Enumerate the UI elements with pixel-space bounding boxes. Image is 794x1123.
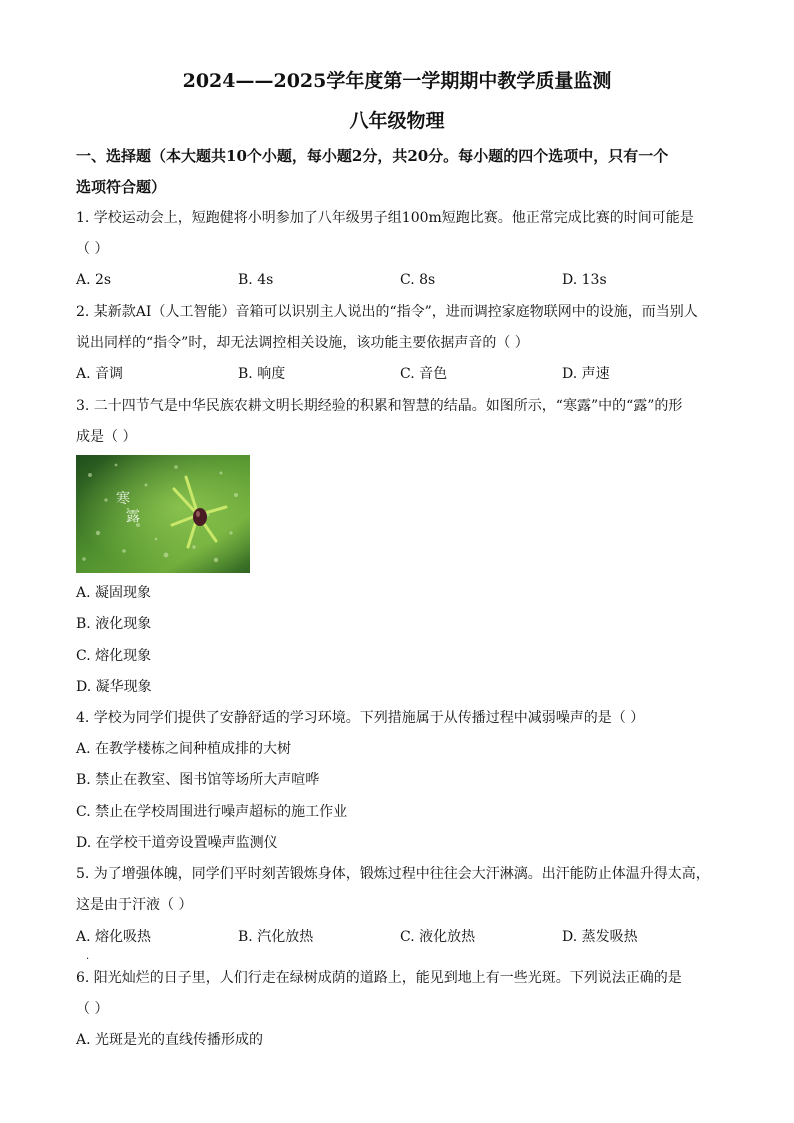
- q1-stem-line2: （ ）: [76, 241, 109, 257]
- q5-stem-line1: 5. 为了增强体魄，同学们平时刻苦锻炼身体，锻炼过程中往往会大汗淋漓。出汗能防止体温升得太高，: [76, 866, 710, 882]
- photo-label-han: 寒: [116, 491, 130, 507]
- q6-option-a: A. 光斑是光的直线传播形成的: [76, 1032, 264, 1048]
- q2-option-a: A. 音调: [76, 366, 124, 382]
- q2-stem-line1: 2. 某新款AI（人工智能）音箱可以识别主人说出的“指令”，进而调控家庭物联网中的设施，而当别人: [76, 304, 698, 320]
- q4-option-c: C. 禁止在学校周围进行噪声超标的施工作业: [76, 804, 348, 820]
- q2-stem-line2: 说出同样的“指令”时，却无法调控相关设施，该功能主要依据声音的（ ）: [76, 335, 529, 351]
- photo-label-lu: 露: [126, 509, 140, 525]
- q6-stem-line2: （ ）: [76, 1001, 109, 1017]
- q4-option-d: D. 在学校干道旁设置噪声监测仪: [76, 835, 278, 851]
- q5-option-a: A. 熔化吸热: [76, 929, 152, 945]
- q4-option-a: A. 在教学楼栋之间种植成排的大树: [76, 741, 292, 757]
- q2-option-c: C. 音色: [400, 366, 448, 382]
- exam-title: 2024——2025学年度第一学期期中教学质量监测: [182, 70, 612, 92]
- q5-stem-line2: 这是由于汗液（ ）: [76, 897, 193, 913]
- q1-option-c: C. 8s: [400, 272, 436, 288]
- q3-option-a: A. 凝固现象: [76, 585, 152, 601]
- q3-option-c: C. 熔化现象: [76, 648, 152, 664]
- stray-dot-mark: ·: [86, 954, 90, 965]
- q3-stem-line2: 成是（ ）: [76, 429, 137, 445]
- exam-subject: 八年级物理: [349, 110, 445, 132]
- q5-option-d: D. 蒸发吸热: [562, 929, 638, 945]
- q3-stem-line1: 3. 二十四节气是中华民族农耕文明长期经验的积累和智慧的结晶。如图所示，“寒露”中的“露”的形: [76, 398, 683, 414]
- section-heading-line1: 一、选择题（本大题共10个小题，每小题2分，共20分。每小题的四个选项中，只有一个: [76, 147, 669, 165]
- q1-option-b: B. 4s: [238, 272, 274, 288]
- q6-stem-line1: 6. 阳光灿烂的日子里，人们行走在绿树成荫的道路上，能见到地上有一些光斑。下列说法正确的是: [76, 970, 682, 986]
- q2-option-b: B. 响度: [238, 366, 286, 382]
- q5-option-c: C. 液化放热: [400, 929, 476, 945]
- q1-option-a: A. 2s: [76, 272, 112, 288]
- section-heading-line2: 选项符合题）: [76, 178, 167, 196]
- q1-stem-line1: 1. 学校运动会上，短跑健将小明参加了八年级男子组100m短跑比赛。他正常完成比赛的时间可能是: [76, 210, 694, 226]
- q1-option-d: D. 13s: [562, 272, 607, 288]
- q2-option-d: D. 声速: [562, 366, 610, 382]
- q4-stem-line1: 4. 学校为同学们提供了安静舒适的学习环境。下列措施属于从传播过程中减弱噪声的是（ ）: [76, 710, 645, 726]
- q3-option-b: B. 液化现象: [76, 616, 152, 632]
- q3-option-d: D. 凝华现象: [76, 679, 152, 695]
- q4-option-b: B. 禁止在教室、图书馆等场所大声喧哗: [76, 772, 320, 788]
- hanlu-dew-photo: [76, 455, 250, 573]
- q5-option-b: B. 汽化放热: [238, 929, 314, 945]
